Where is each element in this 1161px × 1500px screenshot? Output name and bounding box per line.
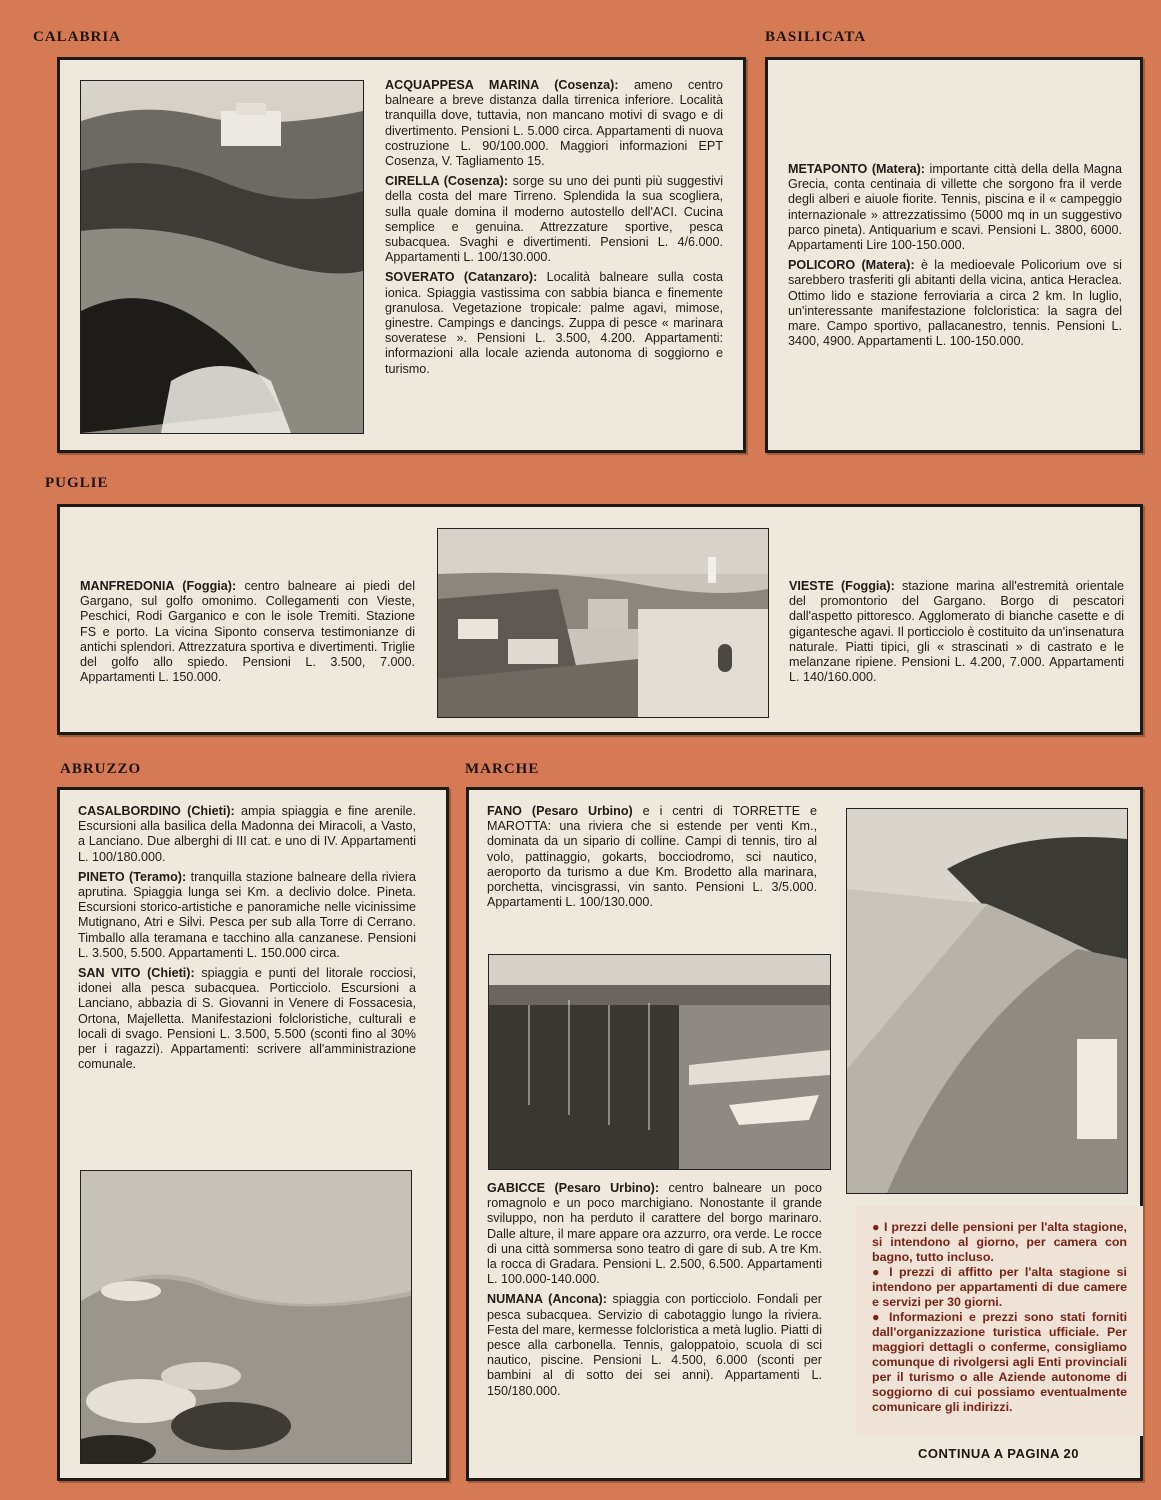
puglie-entry: VIESTE (Foggia): stazione marina all'estremità orientale del promontorio del Gargano. Borgo di pescatori dall'aspetto pittoresco. Agglomerato di bianche casette e di gigantesche agavi. Il porticciolo è costituito da un'insenatura naturale. Piatti tipici, gli « strascinati » di castrato e le melanzane ripiene. Pensioni L. 4.200, 7.000. Appartamenti L. 140/160.000.	[789, 579, 1125, 685]
bullet-icon: ●	[872, 1265, 883, 1279]
note-item: ● Informazioni e prezzi sono stati forniti dall'organizzazione turistica ufficiale. Per maggiori dettagli o conferme, consigliamo comunque di rivolgersi agli Enti provinciali per il turismo o alle Aziende autonome di soggiorno di cui possiamo eventualmente comunicare gli indirizzi.	[872, 1310, 1128, 1414]
puglie-right-text	[789, 579, 1124, 690]
region-heading-marche: MARCHE	[465, 761, 540, 777]
marche-entry: FANO (Pesaro Urbino) e i centri di TORRETTE e MAROTTA: una riviera che si estende per venti Km., dominata da un sipario di colline. Campi di tennis, tiro al volo, pattinaggio, gokarts, bocciodromo, sci nautico, aeroporto da turismo a due Km. Brodetto alla marinara, porchetta, vincisgrassi, vin santo. Pensioni L. 3/5.000. Appartamenti L. 100/130.000.	[487, 804, 817, 910]
abruzzo-beach-photo	[80, 1170, 412, 1464]
puglie-left-text	[80, 579, 415, 690]
marche-beach-photo	[846, 808, 1128, 1194]
abruzzo-entry: PINETO (Teramo): tranquilla stazione balneare della riviera aprutina. Spiaggia lunga sei Km. a declivio dolce. Pineta. Escursioni storico-artistiche e panoramiche nelle vicinissime Mutignano, Atri e Silvi. Pesca per sub alla Torre di Cerrano. Timballo alla teramana e tacchino alla canzanese. Pensioni L. 3.500, 5.500. Appartamenti L. 150.000 circa.	[78, 869, 417, 960]
continue-page-label: CONTINUA A PAGINA 20	[918, 1446, 1079, 1461]
basilicata-text-column	[788, 162, 1122, 354]
calabria-panel	[57, 57, 746, 453]
note-item: ● I prezzi di affitto per l'alta stagione si intendono per appartamenti di due camere e servizi per 30 giorni.	[872, 1265, 1127, 1309]
marche-entry: GABICCE (Pesaro Urbino): centro balneare un poco romagnolo e un poco marchigiano. Nonostante il grande sviluppo, non ha perduto il carattere del borgo marinaro. Dalle alture, il mare appare ora azzurro, ora verde. Le rocce di una città sommersa sono teatro di gare di sub. A tre Km. la rocca di Gradara. Pensioni L. 2.500, 6.500. Appartamenti L. 100.000-140.000.	[487, 1181, 822, 1287]
puglie-panel	[57, 504, 1143, 735]
region-heading-calabria: CALABRIA	[33, 29, 122, 45]
abruzzo-entry: CASALBORDINO (Chieti): ampia spiaggia e fine arenile. Escursioni alla basilica della Madonna dei Miracoli, a Vasto, a Lanciano. Due alberghi di III cat. e uno di IV. Appartamenti L. 100/180.000.	[78, 804, 416, 864]
abruzzo-entry: SAN VITO (Chieti): spiaggia e punti del litorale rocciosi, idonei alla pesca subacquea. Porticciolo. Escursioni a Lanciano, abbazia di S. Giovanni in Venere di Fossacesia, Ortona, Majelletta. Manifestazioni folcloristiche, culturali e locali di svago. Pensioni L. 3.500, 5.500 (sconti fino al 30% per i ragazzi). Appartamenti: scrivere all'amministrazione comunale.	[78, 966, 416, 1072]
marche-top-text	[487, 804, 817, 915]
abruzzo-panel	[57, 787, 449, 1481]
calabria-entry: CIRELLA (Cosenza): sorge su uno dei punti più suggestivi della costa del mare Tirreno. Splendida la sua scogliera, sulla quale domina il moderno autostello dell'ACI. Cucina semplice e genuina. Attrezzature sportive, pesca subacquea. Svaghi e divertimenti. Pensioni L. 4/6.000. Appartamenti L. 100/130.000.	[385, 174, 723, 265]
marche-harbour-photo	[488, 954, 831, 1170]
calabria-entry: SOVERATO (Catanzaro): Località balneare sulla costa ionica. Spiaggia vastissima con sabbia bianca e finemente granulosa. Vegetazione tropicale: palme agavi, mimose, ginestre. Campings e dancings. Zuppa di pesce « marinara soveratese ». Pensioni L. 3.500, 4.200. Appartamenti: informazioni alla locale azienda autonoma di soggiorno e turismo.	[385, 270, 723, 376]
marche-entry: NUMANA (Ancona): spiaggia con porticciolo. Fondali per pesca subacquea. Servizio di cabotaggio lungo la riviera. Festa del mare, kermesse folcloristica a metà luglio. Piatti di pesce alla carbonella. Tennis, galoppatoio, scuola di sci nautico, piscine. Pensioni L. 4.500, 6.000 (sconti per bambini al di sotto dei sei anni). Appartamenti L. 150/180.000.	[487, 1292, 822, 1398]
region-heading-abruzzo: ABRUZZO	[60, 761, 142, 777]
calabria-entry: ACQUAPPESA MARINA (Cosenza): ameno centro balneare a breve distanza dalla tirrenica inferiore. Località tranquilla dove, tuttavia, non mancano motivi di svago e di divertimento. Pensioni L. 5.000 circa. Appartamenti di nuova costruzione L. 90/100.000. Maggiori informazioni EPT Cosenza, V. Tagliamento 15.	[385, 78, 723, 169]
region-heading-basilicata: BASILICATA	[765, 29, 867, 45]
abruzzo-text-column	[78, 804, 416, 1077]
manfredonia-town-photo	[437, 528, 769, 718]
basilicata-panel	[765, 57, 1143, 453]
marche-bottom-text	[487, 1181, 822, 1404]
basilicata-entry: POLICORO (Matera): è la medioevale Policorium ove si sarebbero trasferiti gli abitanti della vicina, antica Heraclea. Ottimo lido e stazione ferroviaria a circa 2 km. In luglio, un'interessante manifestazione folcloristica: la sagra del mare. Campo sportivo, pallacanestro, tennis. Pensioni L. 3400, 4900. Appartamenti L. 100-150.000.	[788, 258, 1122, 349]
price-notes-box	[856, 1206, 1143, 1436]
note-item: ● I prezzi delle pensioni per l'alta stagione, si intendono al giorno, per camera con bagno, tutto incluso.	[872, 1220, 1127, 1264]
region-heading-puglie: PUGLIE	[45, 475, 109, 491]
calabria-text-column	[385, 78, 723, 382]
puglie-entry: MANFREDONIA (Foggia): centro balneare ai piedi del Gargano, sul golfo omonimo. Collegamenti con Vieste, Peschici, Rodi Garganico e con le isole Tremiti. Stazione FS e porto. La vicina Siponto conserva testimonianze di antichi splendori. Attrezzatura sportiva e divertimenti. Triglie del golfo allo spiedo. Pensioni L. 3.500, 7.000. Appartamenti L. 150.000.	[80, 579, 415, 685]
bullet-icon: ●	[872, 1310, 883, 1324]
bullet-icon: ●	[872, 1220, 881, 1234]
basilicata-entry: METAPONTO (Matera): importante città della della Magna Grecia, conta centinaia di villette che sorgono fra il verde degli alberi e aiuole fiorite. Tennis, piscina e il « campeggio internazionale » attrezzatissimo (5000 mq in un suggestivo parco pineta). Antiquarium e scavi. Pensioni L. 3800, 6000. Appartamenti Lire 100-150.000.	[788, 162, 1122, 253]
calabria-coast-photo	[80, 80, 364, 434]
